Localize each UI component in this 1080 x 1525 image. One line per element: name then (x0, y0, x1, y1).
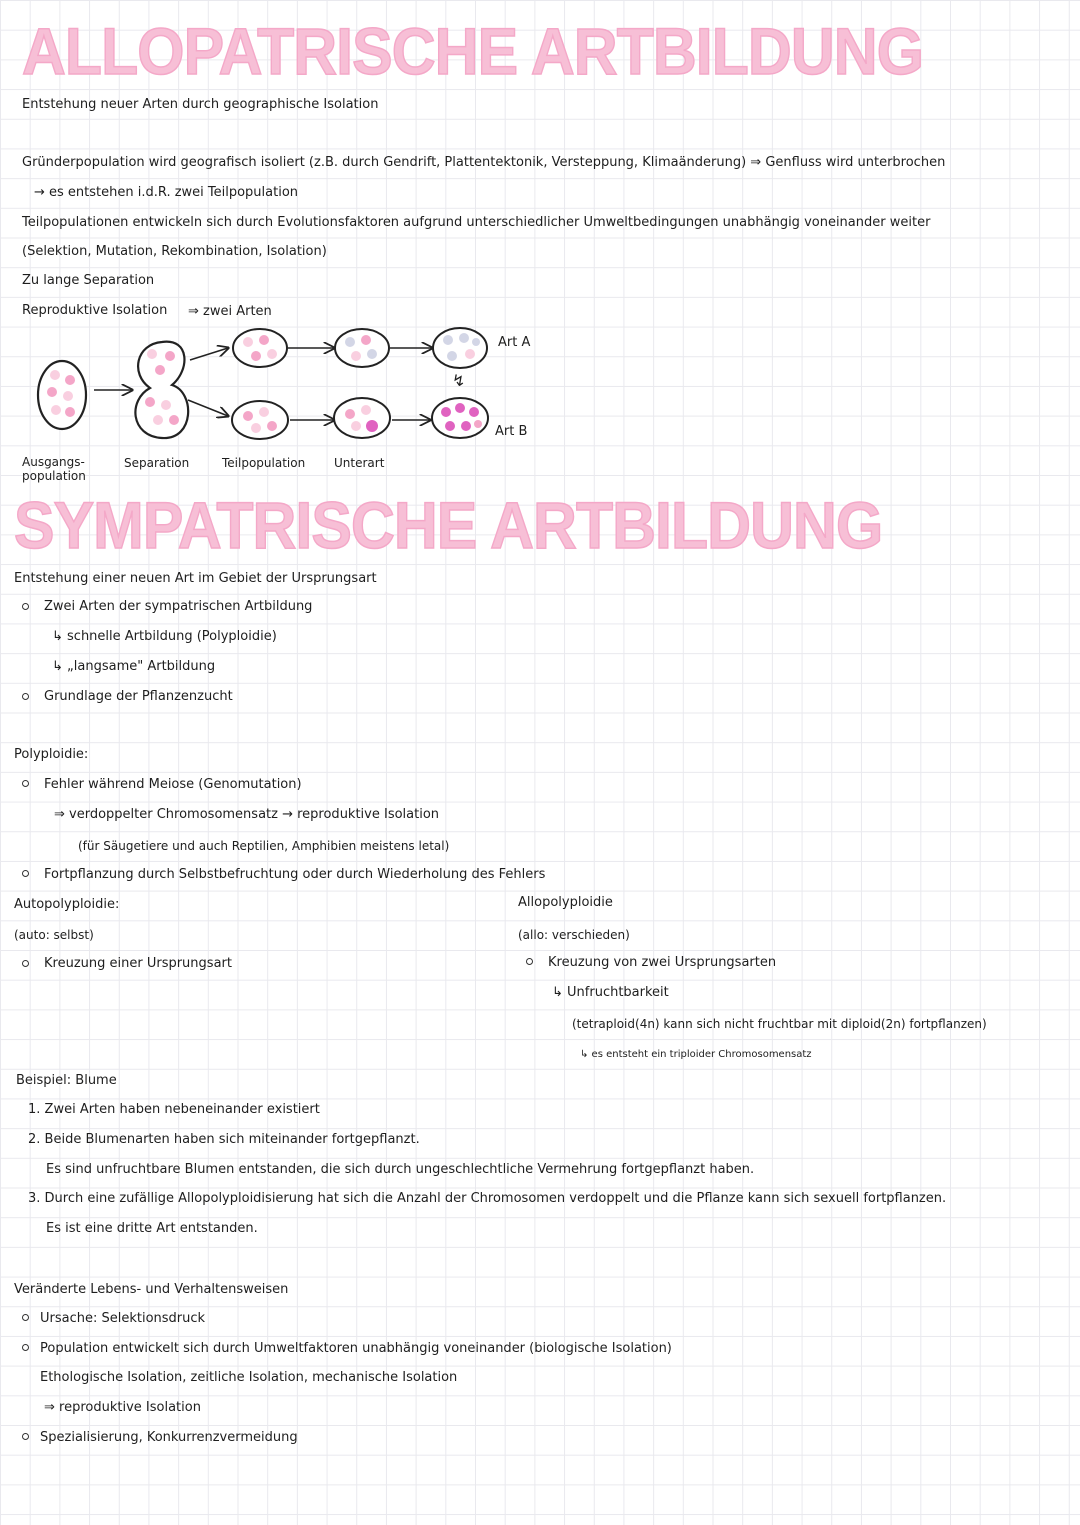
label-initial-population-2: population (22, 469, 86, 483)
allopatric-line-3: Teilpopulationen entwickeln sich durch Evolutionsfaktoren aufgrund unterschiedlicher Umweltbedingungen unabhängig voneinander weiter (22, 215, 931, 230)
arrow-branch-a (190, 348, 228, 360)
allopolyploidy-subtitle: (allo: verschieden) (518, 928, 630, 942)
sympatric-bullet-1a: ↳ schnelle Artbildung (Polyploidie) (52, 629, 277, 644)
bullet-icon (22, 960, 29, 967)
separating-population-cell (135, 342, 188, 438)
initial-population-cell (38, 361, 86, 429)
behavior-point-3: Spezialisierung, Konkurrenzvermeidung (40, 1430, 298, 1445)
label-initial-population-1: Ausgangs- (22, 455, 85, 469)
sympatric-bullet-1b: ↳ „langsame" Artbildung (52, 659, 216, 674)
allopolyploidy-bullet-2: (tetraploid(4n) kann sich nicht fruchtbar mit diploid(2n) fortpflanzen) (572, 1017, 987, 1031)
label-initial-population (22, 455, 86, 483)
allopatric-line-4: (Selektion, Mutation, Rekombination, Isolation) (22, 244, 327, 259)
arrow-branch-b (188, 400, 228, 416)
example-step-3: 3. Durch eine zufällige Allopolyploidisierung hat sich die Anzahl der Chromosomen verdoppelt und die Pflanze kann sich sexuell fortpflanzen. (28, 1191, 947, 1206)
behavior-point-1: Ursache: Selektionsdruck (40, 1311, 206, 1326)
label-art-b: Art B (495, 424, 528, 439)
speciation-diagram (0, 0, 1080, 500)
bullet-icon (22, 603, 29, 610)
example-step-2b: Es sind unfruchtbare Blumen entstanden, die sich durch ungeschlechtliche Vermehrung fortgepflanzt haben. (46, 1162, 755, 1177)
bullet-icon (22, 1344, 29, 1351)
allopolyploidy-bullet-3: ↳ es entsteht ein triploider Chromosomensatz (580, 1049, 812, 1060)
sympatric-subtitle: Entstehung einer neuen Art im Gebiet der Ursprungsart (14, 571, 377, 586)
behavior-point-2b: Ethologische Isolation, zeitliche Isolation, mechanische Isolation (40, 1370, 458, 1385)
label-subspecies: Unterart (334, 456, 385, 470)
sympatric-title: SYMPATRISCHE ARTBILDUNG (14, 488, 883, 562)
sympatric-bullet-1: Zwei Arten der sympatrischen Artbildung (44, 599, 313, 614)
example-step-2: 2. Beide Blumenarten haben sich miteinander fortgepflanzt. (28, 1132, 420, 1147)
behavior-heading: Veränderte Lebens- und Verhaltensweisen (14, 1282, 289, 1297)
allopatric-subtitle: Entstehung neuer Arten durch geographische Isolation (22, 97, 379, 112)
label-separation: Separation (124, 456, 190, 470)
polyploidy-heading: Polyploidie: (14, 747, 89, 762)
label-art-a: Art A (498, 335, 531, 350)
allopolyploidy-bullet: Kreuzung von zwei Ursprungsarten (548, 955, 777, 970)
behavior-point-2: Population entwickelt sich durch Umweltfaktoren unabhängig voneinander (biologische Isolation) (40, 1341, 672, 1356)
polyploidy-point-1b: (für Säugetiere und auch Reptilien, Amphibien meistens letal) (78, 839, 450, 853)
sympatric-bullet-2: Grundlage der Pflanzenzucht (44, 689, 233, 704)
bullet-icon (526, 958, 533, 965)
bullet-icon (22, 693, 29, 700)
polyploidy-point-1a: ⇒ verdoppelter Chromosomensatz → reproduktive Isolation (54, 807, 440, 822)
allopolyploidy-bullet-1: ↳ Unfruchtbarkeit (552, 985, 669, 1000)
subpopulation-a-cell (233, 329, 287, 367)
bullet-icon (22, 870, 29, 877)
allopatric-line-6b: ⇒ zwei Arten (188, 304, 272, 319)
autopolyploidy-subtitle: (auto: selbst) (14, 928, 94, 942)
allopatric-title: ALLOPATRISCHE ARTBILDUNG (22, 14, 924, 88)
behavior-point-2c: ⇒ reproduktive Isolation (44, 1400, 201, 1415)
species-a-cell (433, 328, 487, 368)
allopatric-line-5: Zu lange Separation (22, 273, 155, 288)
label-subpopulation: Teilpopulation (222, 456, 306, 470)
example-step-3b: Es ist eine dritte Art entstanden. (46, 1221, 258, 1236)
example-step-1: 1. Zwei Arten haben nebeneinander existiert (28, 1102, 320, 1117)
subpopulation-b-cell (232, 401, 288, 439)
autopolyploidy-heading: Autopolyploidie: (14, 897, 120, 912)
subspecies-a-cell (335, 329, 389, 367)
autopolyploidy-bullet: Kreuzung einer Ursprungsart (44, 956, 232, 971)
allopatric-line-1: Gründerpopulation wird geografisch isoliert (z.B. durch Gendrift, Plattentektonik, Versteppung, Klimaänderung) ⇒ Genfluss wird unterbrochen (22, 155, 946, 170)
allopolyploidy-heading: Allopolyploidie (518, 895, 613, 910)
allopatric-line-2: → es entstehen i.d.R. zwei Teilpopulation (34, 185, 299, 200)
polyploidy-point-2: Fortpflanzung durch Selbstbefruchtung oder durch Wiederholung des Fehlers (44, 867, 546, 882)
species-b-cell (432, 398, 488, 438)
allopatric-line-6: Reproduktive Isolation (22, 303, 168, 318)
reproductive-barrier-icon: ↯ (452, 371, 466, 390)
bullet-icon (22, 1433, 29, 1440)
example-heading: Beispiel: Blume (16, 1073, 117, 1088)
bullet-icon (22, 1314, 29, 1321)
polyploidy-point-1: Fehler während Meiose (Genomutation) (44, 777, 302, 792)
subspecies-b-cell (334, 398, 390, 438)
bullet-icon (22, 780, 29, 787)
